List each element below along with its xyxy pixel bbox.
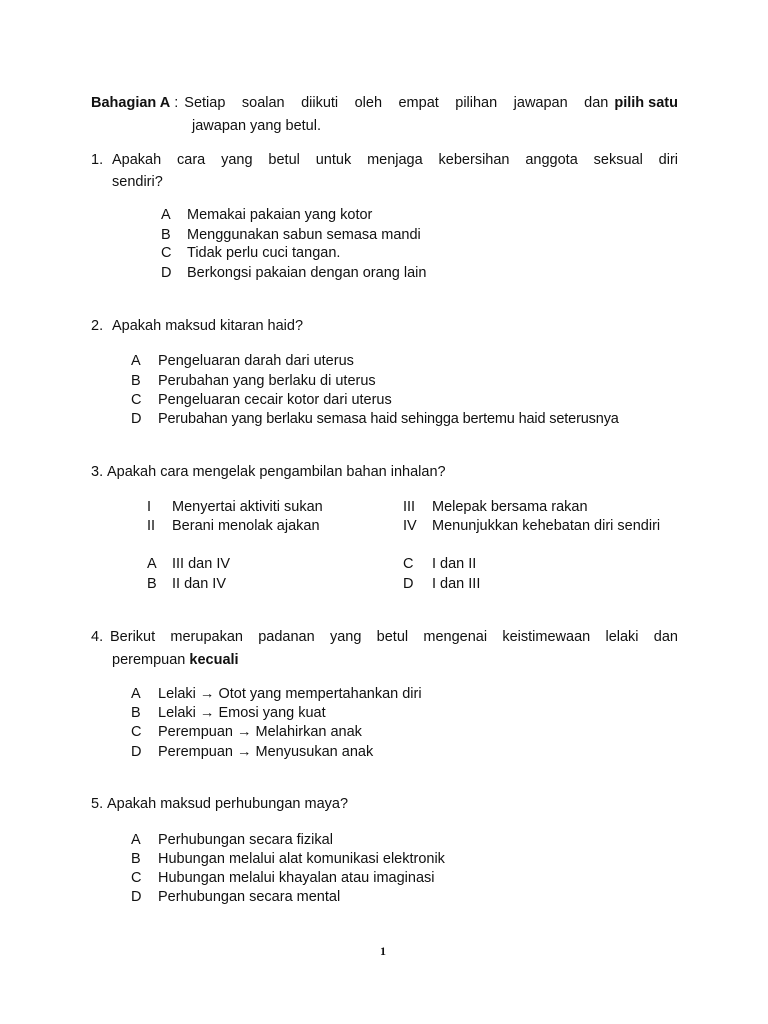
option-text: Hubungan melalui khayalan atau imaginasi [158, 870, 435, 886]
option-text: Tidak perlu cuci tangan. [187, 245, 341, 261]
option-letter: D [131, 411, 142, 427]
statement-text: Menunjukkan kehebatan diri sendiri [432, 518, 661, 534]
option-text: Menggunakan sabun semasa mandi [187, 227, 421, 243]
arrow-right-icon: → [237, 724, 252, 740]
option-letter: A [131, 686, 141, 702]
option-text: Perubahan yang berlaku di uterus [158, 373, 376, 389]
option-text: Hubungan melalui alat komunikasi elektronik [158, 851, 445, 867]
option-text: Perhubungan secara mental [158, 889, 341, 905]
option-text: Perempuan → Menyusukan anak [158, 744, 374, 760]
question-number: 2. [91, 318, 104, 334]
option-letter: C [131, 870, 142, 886]
question-text: Berikut merupakan padanan yang betul mengenai keistimewaan lelaki dan [110, 629, 678, 645]
option-text: Perhubungan secara fizikal [158, 832, 333, 848]
statement-text: Berani menolak ajakan [172, 518, 320, 534]
option-letter: D [131, 744, 142, 760]
statement-text: Melepak bersama rakan [432, 499, 588, 515]
option-text: Perempuan → Melahirkan anak [158, 724, 362, 740]
page-number: 1 [380, 944, 386, 958]
section-label: Bahagian A [91, 95, 171, 111]
instruction-line-1: Setiap soalan diikuti oleh empat pilihan jawapan dan [184, 95, 609, 111]
statement-numeral: I [147, 499, 152, 515]
option-letter: A [147, 556, 157, 572]
question-text: Apakah maksud perhubungan maya? [107, 796, 349, 812]
option-letter: D [161, 265, 172, 281]
statement-text: Menyertai aktiviti sukan [172, 499, 323, 515]
option-letter: C [131, 724, 142, 740]
option-letter: C [161, 245, 172, 261]
section-instruction [91, 95, 678, 111]
question-text-cont: sendiri? [112, 174, 163, 190]
option-text: Lelaki → Otot yang mempertahankan diri [158, 686, 422, 702]
question-number: 1. [91, 152, 104, 168]
question-number: 4. [91, 629, 104, 645]
option-text: Pengeluaran cecair kotor dari uterus [158, 392, 392, 408]
statement-numeral: IV [403, 518, 417, 534]
option-letter: A [161, 207, 171, 223]
option-text: Berkongsi pakaian dengan orang lain [187, 265, 427, 281]
option-text: I dan II [432, 556, 477, 572]
option-letter: D [403, 576, 414, 592]
option-letter: B [131, 851, 141, 867]
question-text: Apakah cara yang betul untuk menjaga kebersihan anggota seksual diri [112, 152, 678, 168]
option-letter: B [131, 705, 141, 721]
arrow-right-icon: → [199, 686, 215, 702]
instruction-bold: pilih satu [614, 95, 678, 111]
emphasis-kecuali: kecuali [189, 652, 239, 668]
option-text: III dan IV [172, 556, 231, 572]
option-letter: C [131, 392, 142, 408]
option-letter: B [131, 373, 141, 389]
option-text: I dan III [432, 576, 481, 592]
question-text-cont: perempuan kecuali [112, 652, 239, 668]
option-text: Memakai pakaian yang kotor [187, 207, 373, 223]
option-letter: B [161, 227, 171, 243]
statement-numeral: II [147, 518, 156, 534]
option-letter: D [131, 889, 142, 905]
option-letter: A [131, 353, 141, 369]
question-number: 3. [91, 464, 104, 480]
instruction-line-2: jawapan yang betul. [192, 118, 321, 134]
option-letter: B [147, 576, 157, 592]
option-text: Lelaki → Emosi yang kuat [158, 705, 326, 721]
statement-numeral: III [403, 499, 416, 515]
question-text: Apakah maksud kitaran haid? [112, 318, 304, 334]
option-text: Pengeluaran darah dari uterus [158, 353, 354, 369]
option-text: II dan IV [172, 576, 227, 592]
section-label-group: Bahagian A : [91, 95, 179, 111]
arrow-right-icon: → [199, 705, 215, 721]
option-letter: A [131, 832, 141, 848]
option-letter: C [403, 556, 414, 572]
question-text: Apakah cara mengelak pengambilan bahan inhalan? [107, 464, 446, 480]
arrow-right-icon: → [237, 744, 252, 760]
question-number: 5. [91, 796, 104, 812]
option-text: Perubahan yang berlaku semasa haid sehingga bertemu haid seterusnya [158, 411, 619, 427]
